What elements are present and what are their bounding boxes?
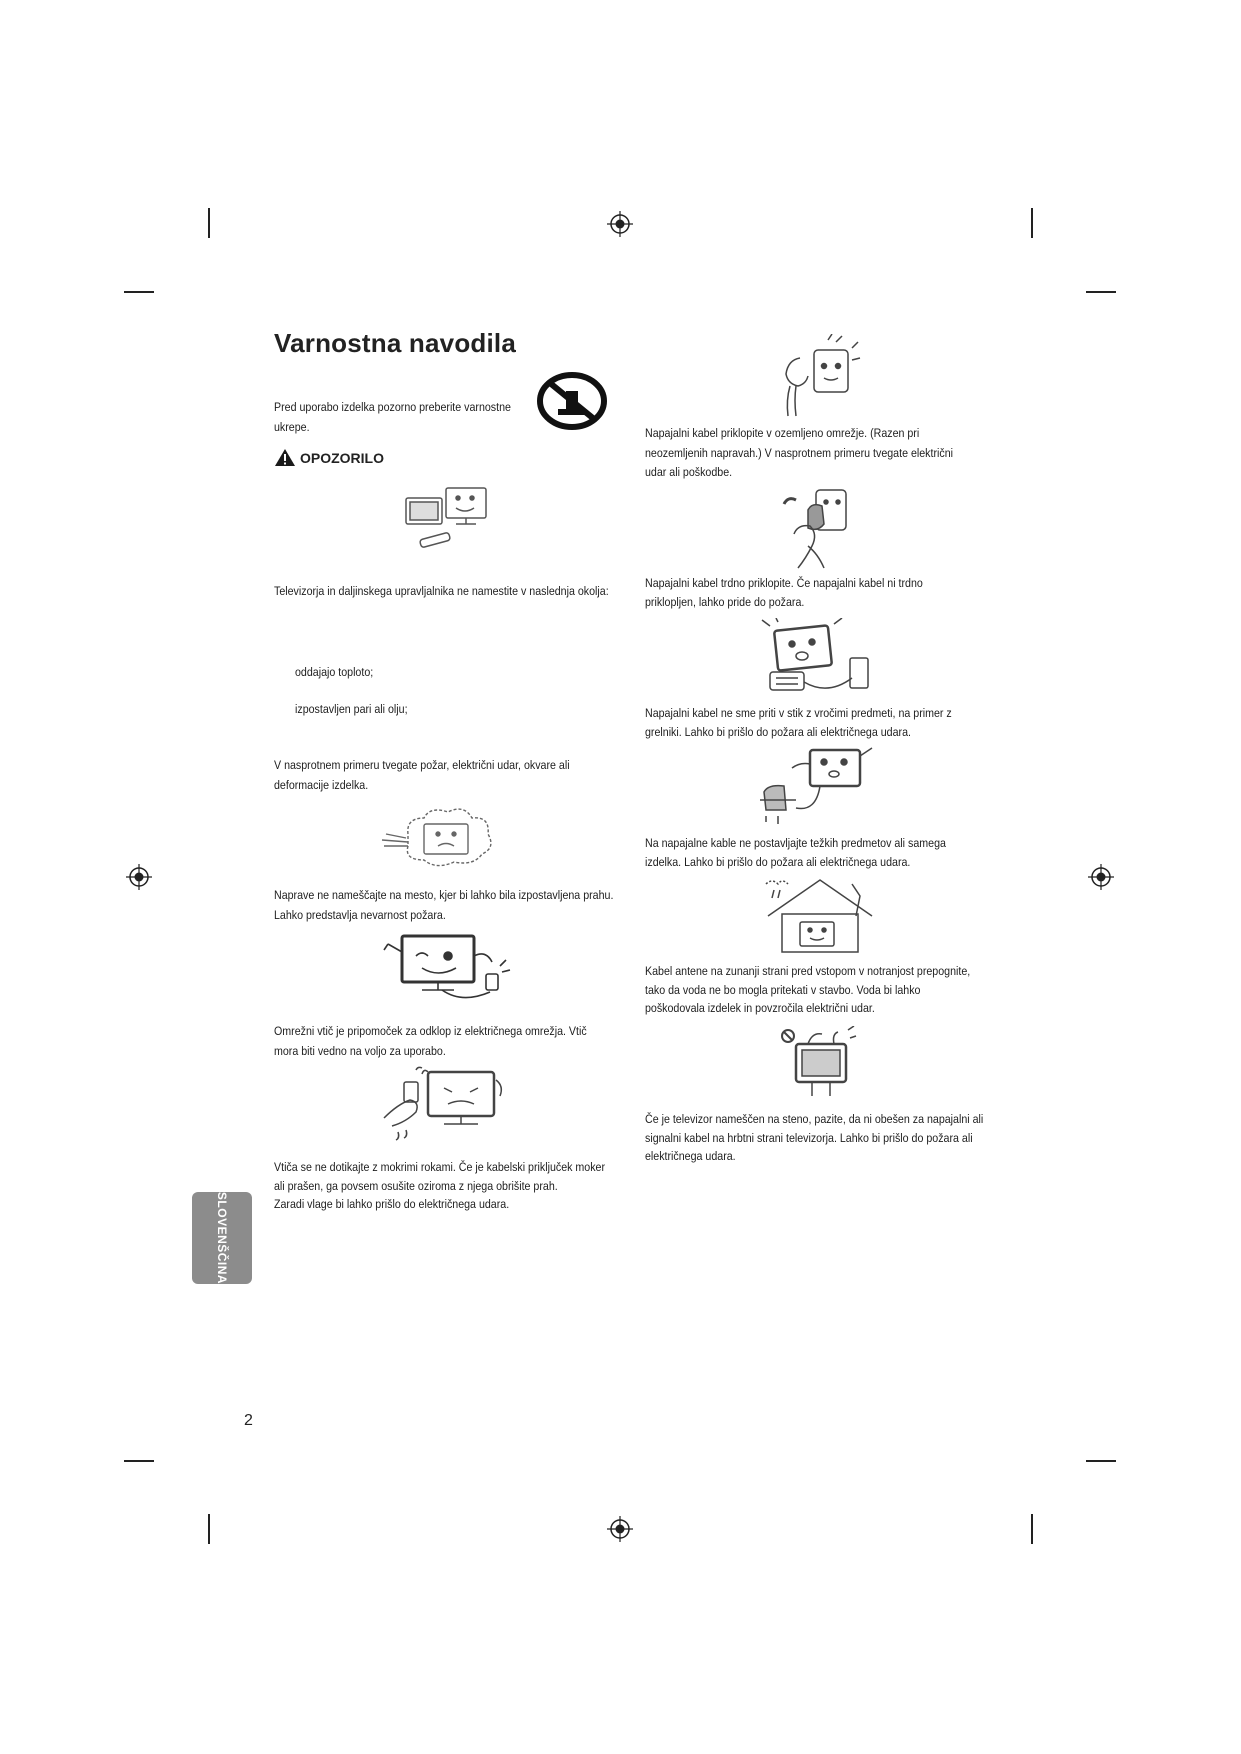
right-paragraph-3-line: Napajalni kabel ne sme priti v stik z vročimi predmeti, na primer z (645, 706, 952, 720)
illustration-wall-mount (778, 1026, 858, 1100)
right-paragraph-6-line: Če je televizor nameščen na steno, pazite, da ni obešen za napajalni ali (645, 1112, 984, 1126)
crop-mark (124, 291, 154, 293)
left-paragraph-2-line: deformacije izdelka. (274, 778, 369, 792)
left-paragraph-5-line: Zaradi vlage bi lahko prišlo do električnega udara. (274, 1197, 510, 1211)
illustration-plug-access (382, 932, 514, 1006)
language-tab-label: SLOVENŠČINA (215, 1191, 229, 1285)
warning-heading (274, 448, 384, 467)
left-paragraph-3-line: Lahko predstavlja nevarnost požara. (274, 908, 446, 922)
warning-label: OPOZORILO (300, 449, 384, 466)
illustration-firm-plug (778, 484, 852, 570)
intro-line: Pred uporabo izdelka pozorno preberite varnostne (274, 400, 511, 414)
illustration-antenna-house (760, 876, 880, 956)
crop-mark (208, 208, 210, 238)
registration-mark-icon (126, 864, 152, 890)
right-paragraph-5-line: tako da voda ne bo mogla pritekati v stavbo. Voda bi lahko (645, 983, 921, 997)
illustration-heavy-object (756, 746, 880, 824)
right-paragraph-1-line: neozemljenih napravah.) V nasprotnem primeru tvegate električni (645, 446, 954, 460)
right-paragraph-3-line: grelniki. Lahko bi prišlo do požara ali električnega udara. (645, 725, 911, 739)
left-paragraph-5-line: ali prašen, ga povsem osušite oziroma z njega obrišite prah. (274, 1179, 558, 1193)
crop-mark (1086, 1460, 1116, 1462)
illustration-tv-remote (398, 484, 494, 556)
prohibition-icon (536, 371, 608, 431)
page-title: Varnostna navodila (274, 328, 517, 358)
right-paragraph-5-line: poškodovala izdelek in povzročila električni udar. (645, 1001, 875, 1015)
left-paragraph-4-line: mora biti vedno na voljo za uporabo. (274, 1044, 446, 1058)
registration-mark-icon (1088, 864, 1114, 890)
registration-mark-icon (607, 1516, 633, 1542)
left-paragraph-2-line: V nasprotnem primeru tvegate požar, električni udar, okvare ali (274, 758, 570, 772)
language-tab (192, 1192, 252, 1284)
right-paragraph-1-line: Napajalni kabel priklopite v ozemljeno omrežje. (Razen pri (645, 426, 920, 440)
crop-mark (1031, 1514, 1033, 1544)
left-bullet-1: oddajajo toploto; (295, 665, 374, 679)
left-bullet-2: izpostavljen pari ali olju; (295, 702, 408, 716)
left-paragraph-5-line: Vtiča se ne dotikajte z mokrimi rokami. Če je kabelski priključek moker (274, 1160, 606, 1174)
right-paragraph-4-line: Na napajalne kable ne postavljajte težkih predmetov ali samega (645, 836, 946, 850)
registration-mark-icon (607, 211, 633, 237)
right-paragraph-1-line: udar ali poškodbe. (645, 465, 733, 479)
right-paragraph-6-line: električnega udara. (645, 1149, 736, 1163)
crop-mark (208, 1514, 210, 1544)
left-paragraph-3-line: Naprave ne nameščajte na mesto, kjer bi lahko bila izpostavljena prahu. (274, 888, 614, 902)
left-paragraph-1: Televizorja in daljinskega upravljalnika ne namestite v naslednja okolja: (274, 584, 609, 598)
warning-triangle-icon (274, 448, 296, 467)
illustration-dust (378, 804, 508, 874)
right-paragraph-4-line: izdelka. Lahko bi prišlo do požara ali električnega udara. (645, 855, 911, 869)
right-paragraph-6-line: signalni kabel na hrbtni strani televizorja. Lahko bi prišlo do požara ali (645, 1131, 973, 1145)
illustration-grounded-outlet (766, 334, 862, 420)
page-number: 2 (244, 1412, 253, 1429)
right-paragraph-2-line: Napajalni kabel trdno priklopite. Če napajalni kabel ni trdno (645, 576, 923, 590)
right-paragraph-5-line: Kabel antene na zunanji strani pred vstopom v notranjost prepognite, (645, 964, 971, 978)
left-paragraph-4-line: Omrežni vtič je pripomoček za odklop iz električnega omrežja. Vtič (274, 1024, 587, 1038)
crop-mark (1031, 208, 1033, 238)
crop-mark (1086, 291, 1116, 293)
intro-line: ukrepe. (274, 420, 310, 434)
crop-mark (124, 1460, 154, 1462)
illustration-hot-objects (756, 618, 876, 698)
right-paragraph-2-line: priklopljen, lahko pride do požara. (645, 595, 805, 609)
illustration-wet-hands (376, 1066, 516, 1146)
